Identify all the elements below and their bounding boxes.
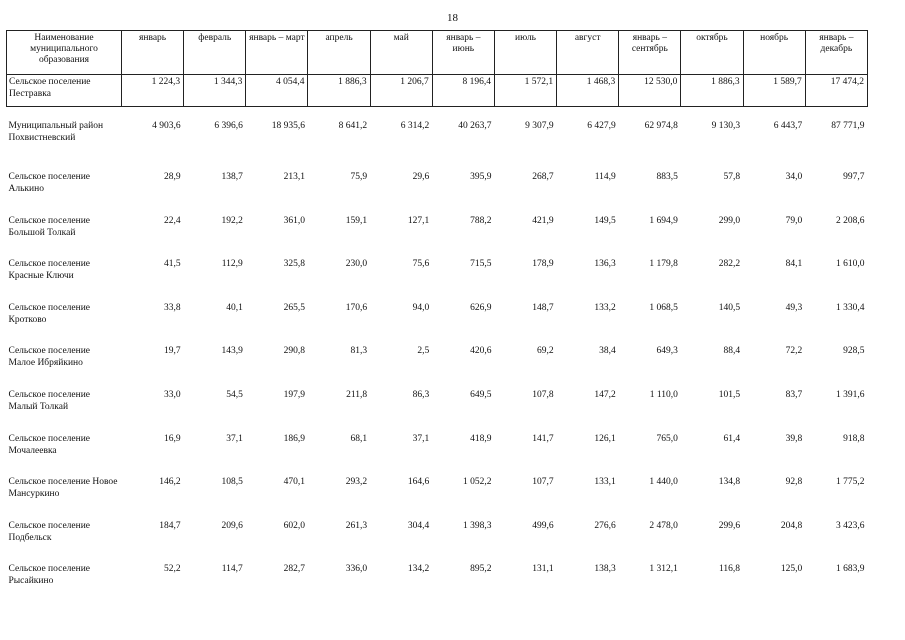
header-oct: октябрь (681, 31, 743, 75)
row-value: 1 206,7 (370, 75, 432, 107)
row-value: 649,5 (470, 389, 492, 400)
row-value: 1 398,3 (462, 520, 492, 531)
row-value: 1 312,1 (649, 564, 678, 575)
header-jan: январь (122, 31, 184, 75)
row-value: 127,1 (407, 215, 430, 226)
row-name: Сельское поселение Большой Толкай (8, 215, 91, 238)
row-value: 282,2 (718, 259, 741, 270)
row-value: 28,9 (164, 172, 181, 182)
table-row (7, 381, 868, 425)
row-value: 148,7 (532, 302, 554, 313)
row-value: 178,9 (532, 259, 554, 270)
row-value: 75,6 (412, 259, 430, 270)
table-row (7, 425, 868, 469)
row-value: 213,1 (283, 172, 305, 182)
row-value: 470,1 (283, 477, 305, 488)
header-feb: февраль (184, 31, 246, 75)
row-value: 69,2 (536, 346, 554, 357)
row-value: 290,8 (283, 346, 305, 357)
row-value: 16,9 (164, 433, 181, 444)
row-value: 61,4 (723, 433, 741, 444)
row-value: 68,1 (350, 433, 368, 444)
row-value: 293,2 (345, 477, 368, 488)
row-value: 49,3 (785, 302, 803, 313)
row-value: 141,7 (532, 433, 554, 444)
row-value: 140,5 (718, 302, 741, 313)
row-value: 268,7 (532, 172, 554, 182)
row-value: 304,4 (407, 520, 430, 531)
row-value: 1 589,7 (743, 75, 805, 107)
row-value: 336,0 (345, 564, 368, 575)
header-apr: апрель (308, 31, 370, 75)
row-value: 209,6 (221, 520, 243, 531)
row-value: 62 974,8 (644, 121, 678, 131)
row-value: 276,6 (594, 520, 616, 531)
row-value: 649,3 (656, 346, 678, 357)
table-body (7, 75, 868, 599)
row-value: 17 474,2 (805, 75, 867, 107)
row-value: 928,5 (843, 346, 865, 357)
row-value: 1 775,2 (836, 477, 865, 488)
row-value: 12 530,0 (619, 75, 681, 107)
table-row (7, 250, 868, 294)
row-value: 107,8 (532, 389, 554, 400)
row-name: Сельское поселение Малое Ибряйкино (8, 346, 91, 369)
row-value: 40,1 (226, 302, 243, 313)
row-value: 134,2 (407, 564, 430, 575)
row-value: 1 440,0 (649, 477, 678, 488)
table-row (7, 75, 868, 107)
row-value: 146,2 (159, 477, 181, 488)
row-name: Сельское поселение Рысайкино (8, 564, 91, 587)
row-value: 133,2 (594, 302, 616, 313)
row-value: 2 478,0 (649, 520, 678, 531)
header-name: Наименование муниципального образования (7, 31, 122, 75)
row-name: Сельское поселение Пестравка (7, 75, 122, 107)
row-value: 34,0 (785, 172, 803, 182)
row-value: 9 130,3 (711, 121, 741, 131)
row-value: 116,8 (719, 564, 741, 575)
row-value: 418,9 (470, 433, 492, 444)
row-value: 57,8 (723, 172, 741, 182)
row-value: 197,9 (283, 389, 305, 400)
row-value: 40 263,7 (458, 121, 492, 131)
row-value: 101,5 (718, 389, 741, 400)
row-name: Сельское поселение Мочалеевка (8, 433, 91, 456)
row-value: 41,5 (164, 259, 181, 270)
row-value: 125,0 (780, 564, 803, 575)
row-value: 1 224,3 (122, 75, 184, 107)
row-value: 170,6 (345, 302, 368, 313)
row-value: 626,9 (470, 302, 492, 313)
row-value: 1 110,0 (649, 389, 678, 400)
table-row (7, 163, 868, 207)
row-value: 421,9 (532, 215, 554, 226)
row-value: 6 396,6 (214, 121, 243, 131)
row-name: Сельское поселение Подбельск (8, 520, 91, 543)
row-value: 883,5 (656, 172, 678, 182)
row-value: 1 683,9 (836, 564, 865, 575)
row-value: 602,0 (283, 520, 305, 531)
row-value: 4 903,6 (152, 121, 181, 131)
row-value: 29,6 (412, 172, 430, 182)
row-value: 265,5 (283, 302, 305, 313)
row-value: 499,6 (532, 520, 554, 531)
row-value: 8 196,4 (432, 75, 494, 107)
row-value: 87 771,9 (831, 121, 865, 131)
table-row (7, 107, 868, 164)
row-value: 39,8 (785, 433, 803, 444)
header-may: май (370, 31, 432, 75)
row-name: Сельское поселение Красные Ключи (8, 259, 91, 282)
row-value: 134,8 (718, 477, 741, 488)
row-value: 1 610,0 (836, 259, 865, 270)
table-row (7, 294, 868, 338)
header-jan-sep: январь – сентябрь (619, 31, 681, 75)
row-value: 147,2 (594, 389, 616, 400)
row-value: 192,2 (221, 215, 243, 226)
row-name: Сельское поселение Алькино (8, 172, 91, 194)
row-value: 33,8 (164, 302, 181, 313)
row-value: 1 886,3 (681, 75, 743, 107)
row-name: Муниципальный район Похвистневский (8, 121, 104, 143)
header-aug: август (557, 31, 619, 75)
row-value: 149,5 (594, 215, 616, 226)
row-value: 6 427,9 (587, 121, 616, 131)
report-table (6, 30, 868, 599)
row-value: 1 179,8 (649, 259, 678, 270)
row-value: 715,5 (470, 259, 492, 270)
row-value: 395,9 (470, 172, 492, 182)
row-value: 2 208,6 (836, 215, 865, 226)
row-value: 420,6 (470, 346, 492, 357)
row-value: 75,9 (350, 172, 368, 182)
row-value: 186,9 (283, 433, 305, 444)
row-value: 997,7 (843, 172, 865, 182)
row-value: 79,0 (785, 215, 803, 226)
row-value: 788,2 (470, 215, 492, 226)
row-value: 138,3 (594, 564, 616, 575)
header-row (7, 31, 868, 75)
row-value: 114,7 (221, 564, 243, 575)
header-jan-dec: январь – декабрь (805, 31, 867, 75)
row-value: 211,8 (346, 389, 368, 400)
row-value: 918,8 (843, 433, 865, 444)
row-value: 86,3 (412, 389, 430, 400)
row-value: 159,1 (345, 215, 368, 226)
row-value: 81,3 (350, 346, 368, 357)
row-value: 1 330,4 (836, 302, 865, 313)
row-value: 107,7 (532, 477, 554, 488)
page-number: 18 (447, 12, 458, 24)
row-value: 54,5 (226, 389, 243, 400)
row-name: Сельское поселение Кротково (8, 302, 91, 325)
row-value: 361,0 (283, 215, 305, 226)
table-row (7, 468, 868, 512)
row-value: 2,5 (417, 346, 430, 357)
table-row (7, 337, 868, 381)
row-value: 230,0 (345, 259, 368, 270)
row-value: 88,4 (723, 346, 741, 357)
row-name: Сельское поселение Новое Мансуркино (8, 477, 118, 500)
row-value: 22,4 (164, 215, 181, 226)
row-value: 3 423,6 (836, 520, 865, 531)
row-value: 1 694,9 (649, 215, 678, 226)
row-value: 136,3 (594, 259, 616, 270)
table-row (7, 555, 868, 599)
row-value: 895,2 (470, 564, 492, 575)
row-value: 9 307,9 (525, 121, 554, 131)
header-jul: июль (494, 31, 556, 75)
row-value: 92,8 (785, 477, 803, 488)
row-value: 19,7 (164, 346, 181, 357)
row-value: 72,2 (785, 346, 803, 357)
row-value: 1 068,5 (649, 302, 678, 313)
row-value: 133,1 (594, 477, 616, 488)
row-value: 282,7 (283, 564, 305, 575)
row-value: 164,6 (407, 477, 430, 488)
row-value: 1 468,3 (557, 75, 619, 107)
row-value: 37,1 (226, 433, 243, 444)
table-row (7, 207, 868, 251)
row-value: 126,1 (594, 433, 616, 444)
row-value: 299,6 (718, 520, 741, 531)
row-value: 1 572,1 (494, 75, 556, 107)
row-value: 18 935,6 (271, 121, 305, 131)
row-value: 131,1 (532, 564, 554, 575)
row-value: 299,0 (718, 215, 741, 226)
row-value: 184,7 (159, 520, 181, 531)
row-value: 325,8 (283, 259, 305, 270)
row-value: 114,9 (594, 172, 616, 182)
row-value: 1 886,3 (308, 75, 370, 107)
row-value: 84,1 (785, 259, 803, 270)
table-row (7, 512, 868, 556)
row-value: 1 052,2 (462, 477, 492, 488)
row-value: 108,5 (221, 477, 243, 488)
row-name: Сельское поселение Малый Толкай (8, 389, 91, 412)
row-value: 143,9 (221, 346, 243, 357)
header-jan-jun: январь – июнь (432, 31, 494, 75)
row-value: 4 054,4 (246, 75, 308, 107)
header-nov: ноябрь (743, 31, 805, 75)
row-value: 6 314,2 (400, 121, 430, 131)
header-jan-mar: январь – март (246, 31, 308, 75)
row-value: 138,7 (221, 172, 243, 182)
row-value: 38,4 (599, 346, 616, 357)
row-value: 52,2 (164, 564, 181, 575)
row-value: 8 641,2 (338, 121, 368, 131)
row-value: 94,0 (412, 302, 430, 313)
row-value: 261,3 (345, 520, 368, 531)
row-value: 37,1 (412, 433, 430, 444)
row-value: 33,0 (164, 389, 181, 400)
row-value: 83,7 (785, 389, 803, 400)
row-value: 112,9 (221, 259, 243, 270)
row-value: 6 443,7 (773, 121, 803, 131)
row-value: 1 344,3 (184, 75, 246, 107)
row-value: 204,8 (780, 520, 803, 531)
row-value: 765,0 (656, 433, 678, 444)
row-value: 1 391,6 (836, 389, 865, 400)
